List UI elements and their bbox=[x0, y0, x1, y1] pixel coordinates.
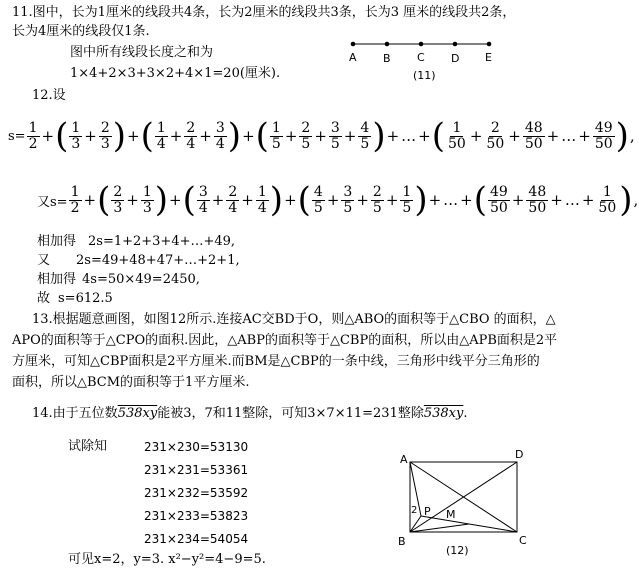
paren: ( bbox=[255, 116, 269, 156]
p14-calc-5: 231×234=54054 bbox=[144, 532, 249, 546]
operator: … bbox=[443, 191, 459, 209]
fig12-point-b: B bbox=[398, 535, 406, 548]
paren: ) bbox=[227, 116, 242, 156]
operator: , bbox=[633, 191, 639, 209]
numerator: 4 bbox=[360, 119, 370, 136]
numerator: 2 bbox=[113, 183, 123, 200]
fraction bbox=[484, 121, 506, 152]
figure-11 bbox=[345, 35, 505, 83]
denominator: 50 bbox=[528, 199, 547, 216]
operator: … bbox=[561, 127, 577, 145]
paren: ) bbox=[269, 180, 284, 220]
operator: + bbox=[356, 191, 369, 209]
numerator: 1 bbox=[28, 119, 38, 136]
numerator: 2 bbox=[301, 119, 311, 136]
figure-12 bbox=[394, 446, 544, 558]
denominator: 50 bbox=[524, 135, 543, 152]
operator: + bbox=[83, 191, 97, 209]
p12-l1b: 2s=1+2+3+4+…+49, bbox=[88, 234, 236, 249]
p11-line4: 1×4+2×3+3×2+4×1=20(厘米). bbox=[70, 66, 281, 81]
denominator: 3 bbox=[71, 135, 81, 152]
p12-l3a: 相加得 bbox=[37, 272, 77, 287]
p14-calc-4: 231×233=53823 bbox=[144, 509, 249, 523]
p11-line2: 长为4厘米的线段仅1条. bbox=[12, 24, 150, 39]
denominator: 5 bbox=[402, 199, 412, 216]
denominator: 3 bbox=[100, 135, 110, 152]
denominator: 50 bbox=[594, 135, 613, 152]
fraction bbox=[184, 121, 197, 152]
numerator: 2 bbox=[100, 119, 110, 136]
p14-mid: 能被3，7和11整除，可知3×7×11=231整除 bbox=[157, 406, 424, 421]
p14-statement bbox=[32, 406, 468, 422]
numerator: 3 bbox=[215, 119, 225, 136]
operator: + bbox=[578, 127, 591, 145]
p11-line1: 11.图中，长为1厘米的线段共4条，长为2厘米的线段共3条，长为3 厘米的线段共2条， bbox=[12, 5, 516, 20]
p14-calc-3: 231×232=53592 bbox=[144, 486, 249, 500]
numerator: 48 bbox=[528, 183, 547, 200]
operator: + bbox=[508, 127, 521, 145]
fraction bbox=[400, 185, 413, 216]
fig12-label: (12) bbox=[446, 544, 469, 557]
fraction bbox=[27, 121, 40, 152]
paren: ) bbox=[615, 116, 629, 156]
operator: + bbox=[581, 191, 595, 209]
denominator: 3 bbox=[113, 199, 123, 216]
denominator: 5 bbox=[372, 199, 382, 216]
denominator: 5 bbox=[271, 135, 281, 152]
fraction bbox=[596, 185, 618, 216]
s-sum-row-1 bbox=[8, 111, 636, 161]
paren: ( bbox=[431, 116, 446, 156]
operator: + bbox=[546, 127, 560, 145]
p12-l4b: s=612.5 bbox=[58, 291, 113, 306]
p13-line1: 13.根据题意画图，如图12所示.连接AC交BD于O，则△ABO的面积等于△CBO 的面积，△ bbox=[32, 312, 556, 327]
operator: + bbox=[343, 127, 357, 145]
operator: + bbox=[211, 191, 225, 209]
fraction bbox=[69, 185, 82, 216]
fraction bbox=[358, 121, 371, 152]
denominator: 4 bbox=[186, 135, 196, 152]
paren: ) bbox=[154, 180, 169, 220]
numerator: 1 bbox=[402, 183, 412, 200]
operator: + bbox=[418, 127, 431, 145]
operator: … bbox=[564, 191, 580, 209]
numerator: 49 bbox=[490, 183, 508, 200]
paren: ) bbox=[372, 116, 386, 156]
denominator: 4 bbox=[215, 135, 225, 152]
operator: + bbox=[314, 127, 327, 145]
p13-line2: APO的面积等于△CPO的面积.因此，△ABP的面积等于△CBP的面积，所以由△APB面积是2平 bbox=[12, 333, 558, 348]
fig11-label: (11) bbox=[413, 69, 436, 82]
fraction bbox=[329, 121, 342, 152]
fraction bbox=[69, 121, 82, 152]
fig12-point-c: C bbox=[519, 534, 527, 547]
fraction bbox=[214, 121, 227, 152]
p12-l3b: 4s=50×49=2450, bbox=[82, 272, 200, 287]
fraction bbox=[526, 185, 548, 216]
operator: + bbox=[550, 191, 563, 209]
fig11-point-a: A bbox=[349, 51, 357, 64]
sum-prefix: s= bbox=[8, 128, 26, 144]
operator: + bbox=[242, 127, 255, 145]
s-sum-row-2 bbox=[37, 175, 639, 225]
p14-num-1: 538xy bbox=[117, 406, 158, 421]
operator: + bbox=[169, 191, 182, 209]
paren: ( bbox=[297, 180, 311, 220]
denominator: 4 bbox=[198, 199, 208, 216]
denominator: 4 bbox=[257, 199, 267, 216]
p14-calc-1: 231×230=53130 bbox=[144, 440, 249, 454]
fig12-point-a: A bbox=[400, 453, 408, 466]
fraction bbox=[111, 185, 124, 216]
numerator: 2 bbox=[372, 183, 382, 200]
numerator: 1 bbox=[142, 183, 152, 200]
fraction bbox=[371, 185, 384, 216]
paren: ( bbox=[182, 180, 196, 220]
paren: ) bbox=[414, 180, 428, 220]
fig11-point-d: D bbox=[451, 52, 460, 65]
numerator: 4 bbox=[313, 183, 323, 200]
fraction bbox=[197, 185, 210, 216]
p14-conclusion: 可见x=2，y=3. x²−y²=4−9=5. bbox=[68, 552, 266, 567]
p14-pre: 14.由于五位数 bbox=[32, 406, 118, 421]
p14-num-2: 538xy bbox=[423, 406, 464, 421]
numerator: 3 bbox=[198, 183, 208, 200]
operator: + bbox=[386, 127, 400, 145]
denominator: 50 bbox=[490, 199, 508, 216]
operator: + bbox=[84, 127, 97, 145]
paren: ( bbox=[473, 180, 488, 220]
denominator: 50 bbox=[486, 135, 505, 152]
numerator: 3 bbox=[343, 183, 353, 200]
numerator: 1 bbox=[602, 183, 612, 200]
numerator: 49 bbox=[594, 119, 613, 136]
p14-calc-2: 231×231=53361 bbox=[144, 463, 249, 477]
operator: + bbox=[326, 191, 340, 209]
fraction bbox=[523, 121, 545, 152]
fraction bbox=[99, 121, 112, 152]
p12-title: 12.设 bbox=[32, 88, 66, 103]
denominator: 5 bbox=[301, 135, 311, 152]
fraction bbox=[270, 121, 283, 152]
p14-trial: 试除知 bbox=[68, 439, 108, 454]
fraction bbox=[256, 185, 269, 216]
fig11-point-e: E bbox=[485, 51, 492, 64]
fraction bbox=[312, 185, 325, 216]
paren: ) bbox=[112, 116, 127, 156]
operator: + bbox=[428, 191, 442, 209]
fraction bbox=[341, 185, 354, 216]
denominator: 5 bbox=[330, 135, 340, 152]
denominator: 5 bbox=[313, 199, 323, 216]
denominator: 4 bbox=[156, 135, 166, 152]
operator: + bbox=[284, 127, 298, 145]
numerator: 1 bbox=[257, 183, 267, 200]
operator: + bbox=[199, 127, 212, 145]
p12-l2b: 2s=49+48+47+…+2+1, bbox=[76, 253, 240, 268]
operator: + bbox=[126, 191, 139, 209]
fig11-point-c: C bbox=[417, 51, 425, 64]
numerator: 1 bbox=[70, 183, 80, 200]
paren: ( bbox=[97, 180, 111, 220]
denominator: 5 bbox=[360, 135, 370, 152]
fraction bbox=[226, 185, 239, 216]
operator: + bbox=[511, 191, 525, 209]
fraction bbox=[446, 121, 468, 152]
paren: ( bbox=[140, 116, 154, 156]
numerator: 2 bbox=[228, 183, 238, 200]
p14-post: . bbox=[463, 406, 468, 421]
numerator: 2 bbox=[186, 119, 196, 136]
numerator: 1 bbox=[156, 119, 166, 136]
operator: + bbox=[241, 191, 254, 209]
operator: + bbox=[460, 191, 473, 209]
p12-l4a: 故 bbox=[37, 291, 51, 306]
numerator: 1 bbox=[71, 119, 81, 136]
denominator: 50 bbox=[598, 199, 617, 216]
p11-line3: 图中所有线段长度之和为 bbox=[70, 45, 214, 60]
numerator: 2 bbox=[490, 119, 500, 136]
p12-l1a: 相加得 bbox=[37, 234, 77, 249]
operator: … bbox=[401, 127, 417, 145]
operator: + bbox=[169, 127, 183, 145]
fraction bbox=[593, 121, 615, 152]
denominator: 5 bbox=[343, 199, 353, 216]
numerator: 1 bbox=[271, 119, 281, 136]
paren: ( bbox=[55, 116, 69, 156]
denominator: 50 bbox=[448, 135, 466, 152]
fig11-point-b: B bbox=[383, 52, 391, 65]
denominator: 3 bbox=[142, 199, 152, 216]
fig12-side-length: 2 bbox=[411, 505, 418, 516]
fraction bbox=[299, 121, 312, 152]
p12-l2a: 又 bbox=[37, 253, 51, 268]
sum-prefix: 又s= bbox=[37, 194, 68, 210]
fig12-point-d: D bbox=[515, 448, 524, 461]
numerator: 3 bbox=[330, 119, 340, 136]
operator: + bbox=[385, 191, 399, 209]
operator: + bbox=[284, 191, 297, 209]
fig12-point-p: P bbox=[424, 505, 431, 518]
p13-line3: 方厘米，可知△CBP面积是2平方厘米.而BM是△CBP的一条中线，三角形中线平分三角形的 bbox=[12, 354, 540, 369]
operator: + bbox=[41, 127, 55, 145]
fig12-point-m: M bbox=[446, 508, 456, 521]
numerator: 1 bbox=[452, 119, 462, 136]
denominator: 2 bbox=[70, 199, 80, 216]
fraction bbox=[155, 121, 168, 152]
operator: + bbox=[127, 127, 140, 145]
numerator: 48 bbox=[524, 119, 543, 136]
fraction bbox=[141, 185, 154, 216]
p13-line4: 面积，所以△BCM的面积等于1平方厘米. bbox=[12, 375, 250, 390]
fraction bbox=[488, 185, 510, 216]
denominator: 4 bbox=[228, 199, 238, 216]
denominator: 2 bbox=[28, 135, 38, 152]
operator: + bbox=[469, 127, 483, 145]
operator: , bbox=[629, 127, 635, 145]
paren: ) bbox=[619, 180, 633, 220]
